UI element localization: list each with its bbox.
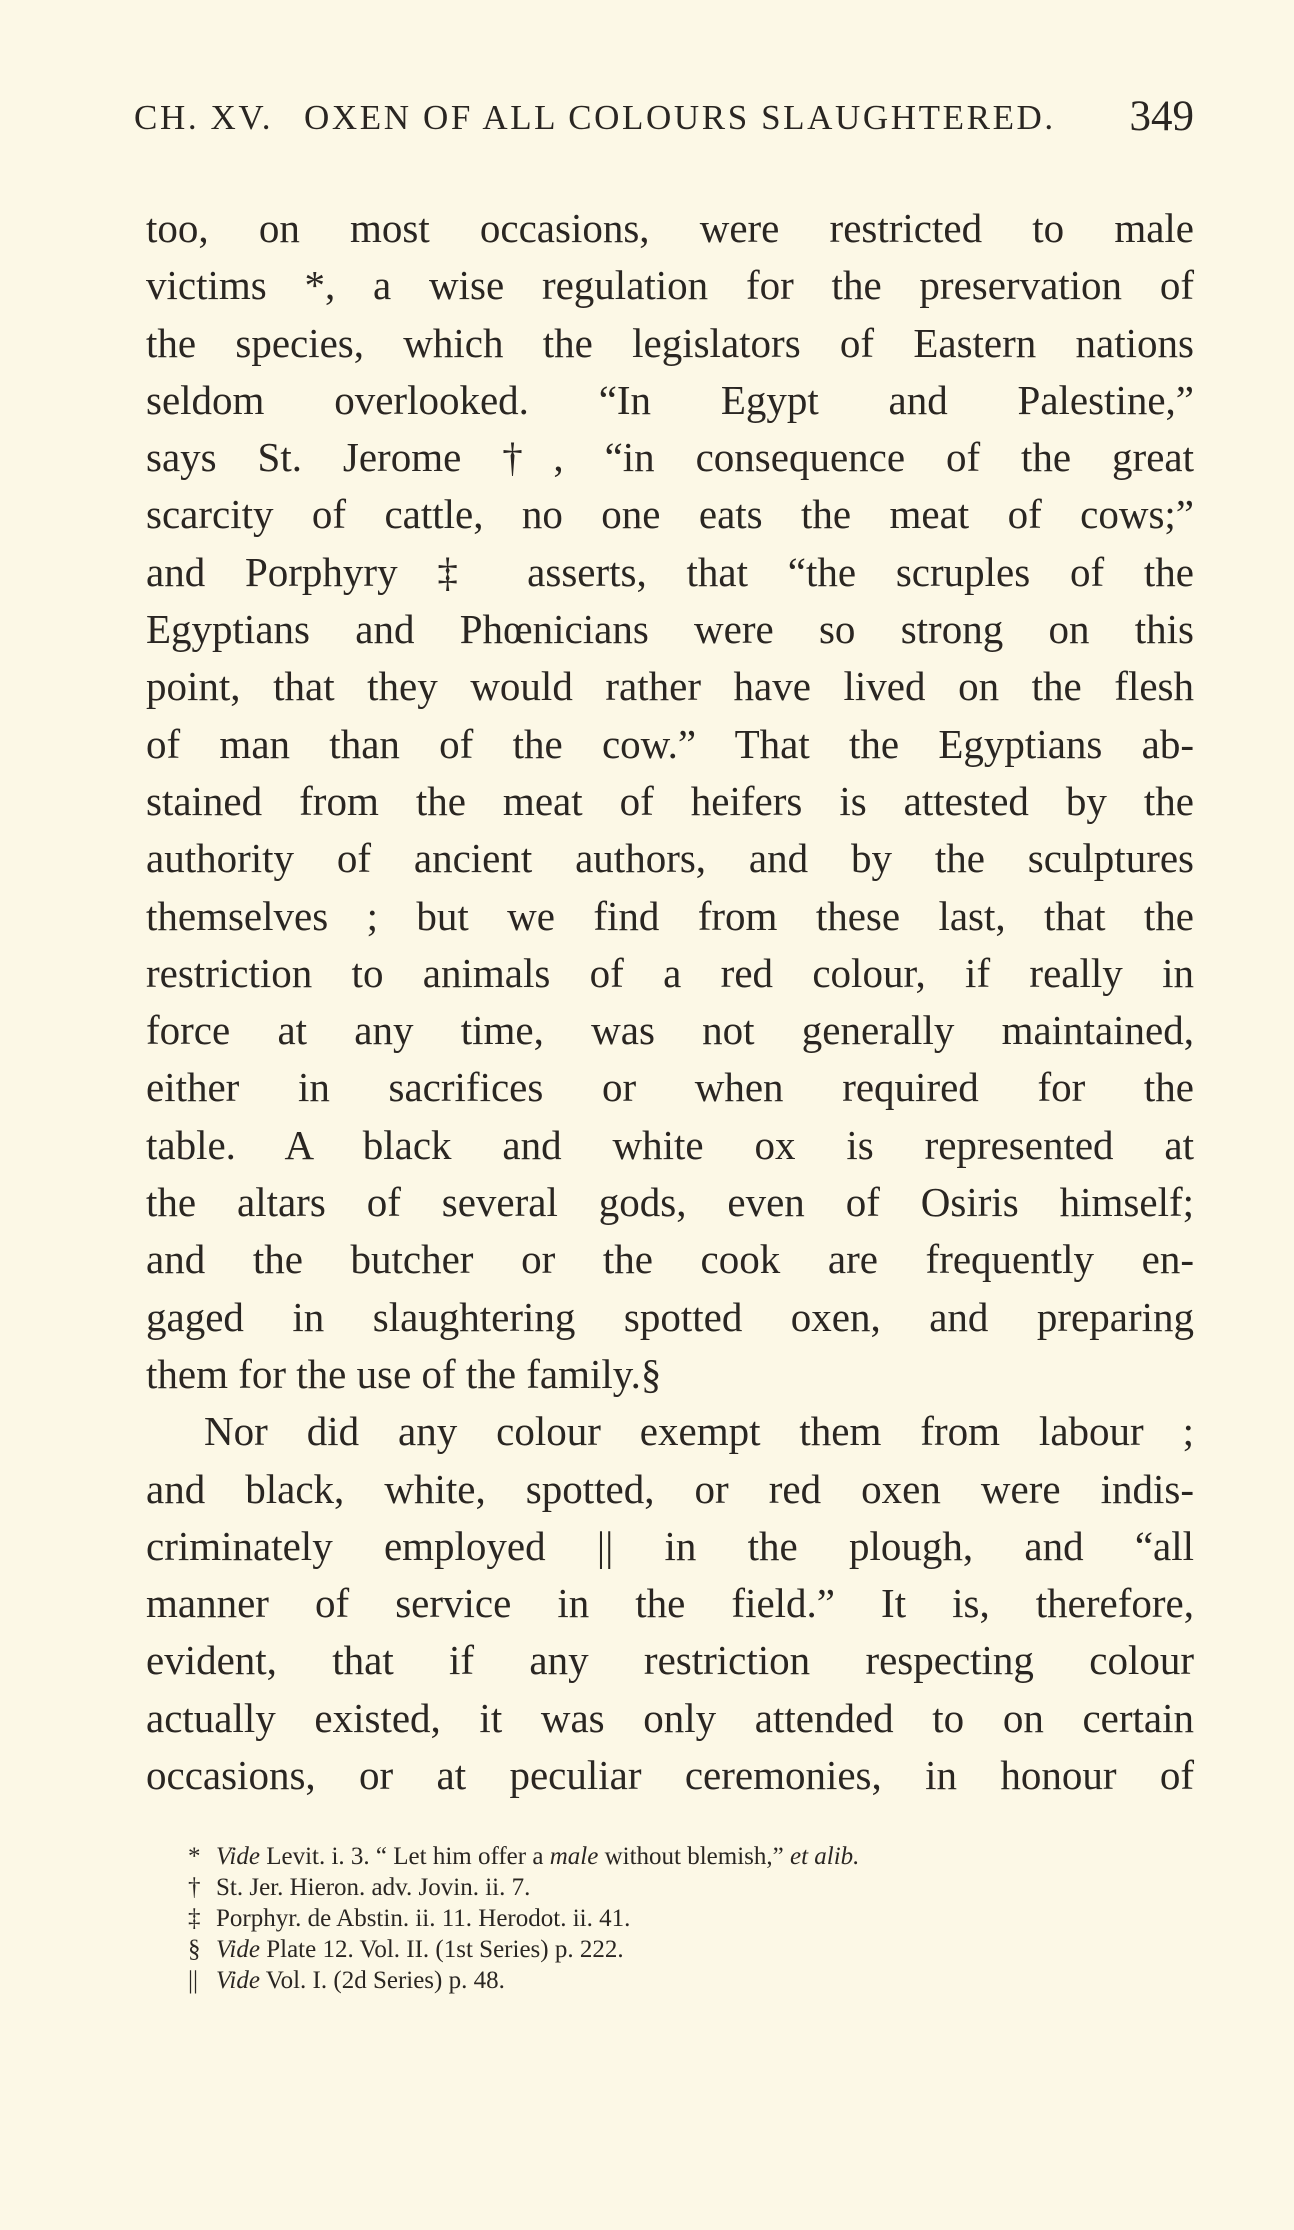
- footnote-text: Plate 12. Vol. II. (1st Series) p. 222.: [259, 1936, 624, 1963]
- footnote-italic: Vide: [216, 1936, 260, 1963]
- text-line: and Porphyry ‡ asserts, that “the scruples of the: [146, 548, 1194, 595]
- text-line: criminately employed || in the plough, and “all: [146, 1522, 1194, 1569]
- text-line: the altars of several gods, even of Osiris himself;: [146, 1179, 1194, 1226]
- text-line: table. A black and white ox is represented at: [146, 1121, 1194, 1168]
- text-line: actually existed, it was only attended to on certain: [146, 1694, 1194, 1741]
- text-line: force at any time, was not generally maintained,: [146, 1007, 1194, 1054]
- footnote-text: Levit. i. 3. “ Let him offer a: [259, 1843, 550, 1870]
- footnote-mark: ‡: [188, 1905, 201, 1932]
- text-line: too, on most occasions, were restricted to male: [146, 205, 1194, 251]
- text-line: stained from the meat of heifers is attested by the: [146, 777, 1194, 824]
- footnote-italic: et alib.: [789, 1843, 860, 1870]
- text-line: evident, that if any restriction respecting colour: [146, 1637, 1194, 1684]
- text-line: restriction to animals of a red colour, if really in: [146, 949, 1194, 996]
- footnotes: [188, 1841, 1198, 1996]
- footnote-italic: Vide: [216, 1967, 260, 1994]
- text-line: scarcity of cattle, no one eats the meat of cows;”: [146, 491, 1194, 538]
- footnote-mark: §: [188, 1936, 201, 1963]
- footnote-italic: Vide: [216, 1843, 260, 1870]
- footnote: [188, 1872, 1198, 1903]
- text-line: of man than of the cow.” That the Egyptians ab-: [146, 720, 1194, 767]
- text-line: either in sacrifices or when required for the: [146, 1064, 1194, 1111]
- footnote: [188, 1903, 1198, 1934]
- text-line: authority of ancient authors, and by the sculptures: [146, 835, 1194, 882]
- footnote-text: Porphyr. de Abstin. ii. 11. Herodot. ii. 41.: [216, 1905, 631, 1932]
- page-number: 349: [1129, 93, 1194, 140]
- page-title: OXEN OF ALL COLOURS SLAUGHTERED.: [304, 98, 1056, 137]
- footnote-mark: *: [188, 1843, 201, 1870]
- text-line: occasions, or at peculiar ceremonies, in honour of: [146, 1752, 1194, 1799]
- text-line: the species, which the legislators of Eastern nations: [146, 319, 1194, 366]
- text-line: themselves ; but we find from these last, that the: [146, 892, 1194, 939]
- footnote-mark: †: [188, 1874, 201, 1901]
- footnote: [188, 1965, 1198, 1996]
- text-line: Nor did any colour exempt them from labour ;: [204, 1408, 1194, 1455]
- text-line: manner of service in the field.” It is, therefore,: [146, 1580, 1194, 1627]
- text-line: says St. Jerome †, “in consequence of the great: [146, 434, 1194, 481]
- footnote: [188, 1841, 1198, 1872]
- footnote-text: without blemish,”: [598, 1843, 790, 1870]
- text-line: seldom overlooked. “In Egypt and Palestine,”: [146, 376, 1194, 423]
- footnote: [188, 1934, 1198, 1965]
- footnote-text: Vol. I. (2d Series) p. 48.: [259, 1967, 505, 1994]
- footnote-text: St. Jer. Hieron. adv. Jovin. ii. 7.: [216, 1874, 531, 1901]
- chapter-label: CH. XV.: [134, 98, 274, 137]
- text-line: and black, white, spotted, or red oxen were indis-: [146, 1465, 1194, 1512]
- text-line: and the butcher or the cook are frequently en-: [146, 1236, 1194, 1283]
- text-line: them for the use of the family.§: [146, 1350, 662, 1397]
- footnote-mark: ||: [188, 1967, 199, 1994]
- text-line: point, that they would rather have lived on the flesh: [146, 663, 1194, 710]
- running-head: [134, 93, 1194, 158]
- text-line: gaged in slaughtering spotted oxen, and preparing: [146, 1293, 1194, 1340]
- text-line: Egyptians and Phœnicians were so strong on this: [146, 606, 1194, 653]
- text-line: victims *, a wise regulation for the preservation of: [146, 262, 1194, 309]
- footnote-italic: male: [549, 1843, 599, 1870]
- body-text: [146, 200, 1194, 1804]
